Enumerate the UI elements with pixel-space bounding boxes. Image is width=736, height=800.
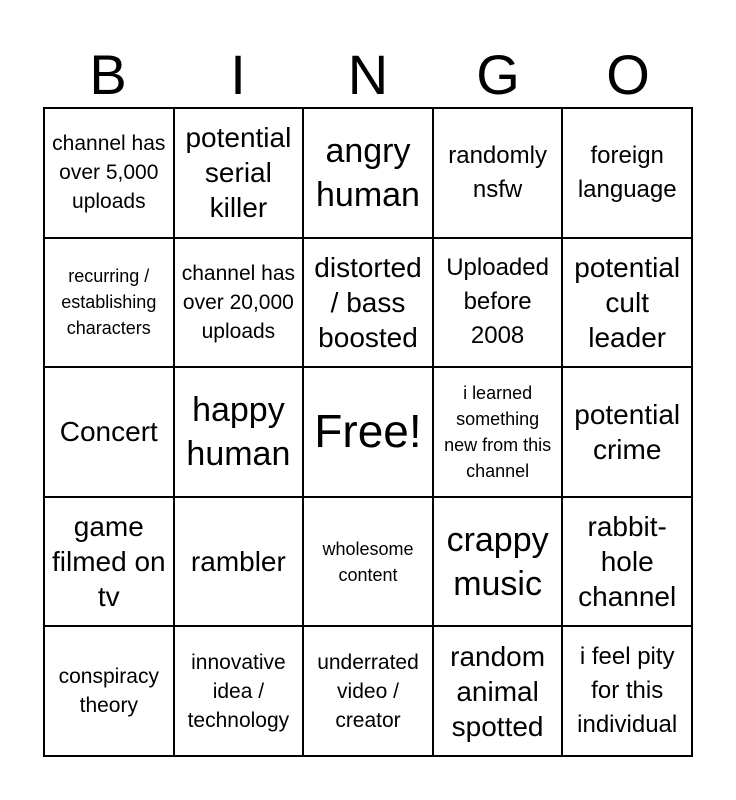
bingo-cell[interactable]: distorted / bass boosted (303, 238, 433, 368)
bingo-cell[interactable]: Uploaded before 2008 (433, 238, 563, 368)
header-letter-o: O (606, 43, 650, 106)
bingo-cell[interactable]: crappy music (433, 497, 563, 627)
bingo-cell[interactable]: angry human (303, 108, 433, 238)
bingo-cell[interactable]: innovative idea / technology (174, 626, 304, 756)
bingo-header (43, 42, 693, 108)
bingo-cell[interactable]: potential crime (562, 367, 692, 497)
bingo-cell[interactable]: potential cult leader (562, 238, 692, 368)
bingo-cell[interactable]: wholesome content (303, 497, 433, 627)
header-letter-b: B (89, 43, 127, 106)
bingo-cell[interactable]: conspiracy theory (44, 626, 174, 756)
bingo-cell[interactable]: recurring / establishing characters (44, 238, 174, 368)
header-letter-g: G (476, 43, 520, 106)
bingo-cell[interactable]: foreign language (562, 108, 692, 238)
bingo-cell[interactable]: random animal spotted (433, 626, 563, 756)
bingo-cell[interactable]: game filmed on tv (44, 497, 174, 627)
bingo-cell[interactable]: underrated video / creator (303, 626, 433, 756)
free-space[interactable]: Free! (303, 367, 433, 497)
bingo-cell[interactable]: happy human (174, 367, 304, 497)
header-letter-n: N (347, 43, 389, 106)
bingo-grid (43, 107, 693, 757)
bingo-cell[interactable]: rambler (174, 497, 304, 627)
bingo-cell[interactable]: randomly nsfw (433, 108, 563, 238)
bingo-cell[interactable]: i learned something new from this channel (433, 367, 563, 497)
bingo-cell[interactable]: channel has over 20,000 uploads (174, 238, 304, 368)
bingo-cell[interactable]: i feel pity for this individual (562, 626, 692, 756)
bingo-cell[interactable]: Concert (44, 367, 174, 497)
header-letter-i: I (230, 43, 246, 106)
bingo-cell[interactable]: channel has over 5,000 uploads (44, 108, 174, 238)
bingo-cell[interactable]: potential serial killer (174, 108, 304, 238)
bingo-cell[interactable]: rabbit-hole channel (562, 497, 692, 627)
